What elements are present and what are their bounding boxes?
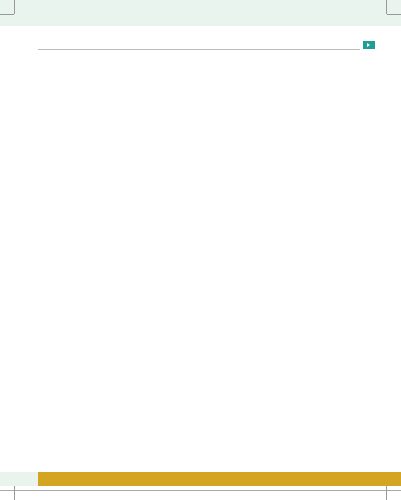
crop-mark bbox=[14, 486, 15, 500]
footer-bar bbox=[38, 472, 401, 486]
top-band bbox=[0, 0, 401, 26]
crop-mark bbox=[14, 0, 15, 14]
header-tab bbox=[363, 41, 375, 49]
crop-mark bbox=[0, 14, 14, 15]
crop-mark bbox=[387, 14, 401, 15]
crop-mark bbox=[386, 0, 387, 14]
header-rule bbox=[38, 49, 360, 50]
crop-mark bbox=[386, 486, 387, 500]
bottom-rule bbox=[0, 490, 401, 491]
arrow-right-icon bbox=[367, 43, 370, 47]
